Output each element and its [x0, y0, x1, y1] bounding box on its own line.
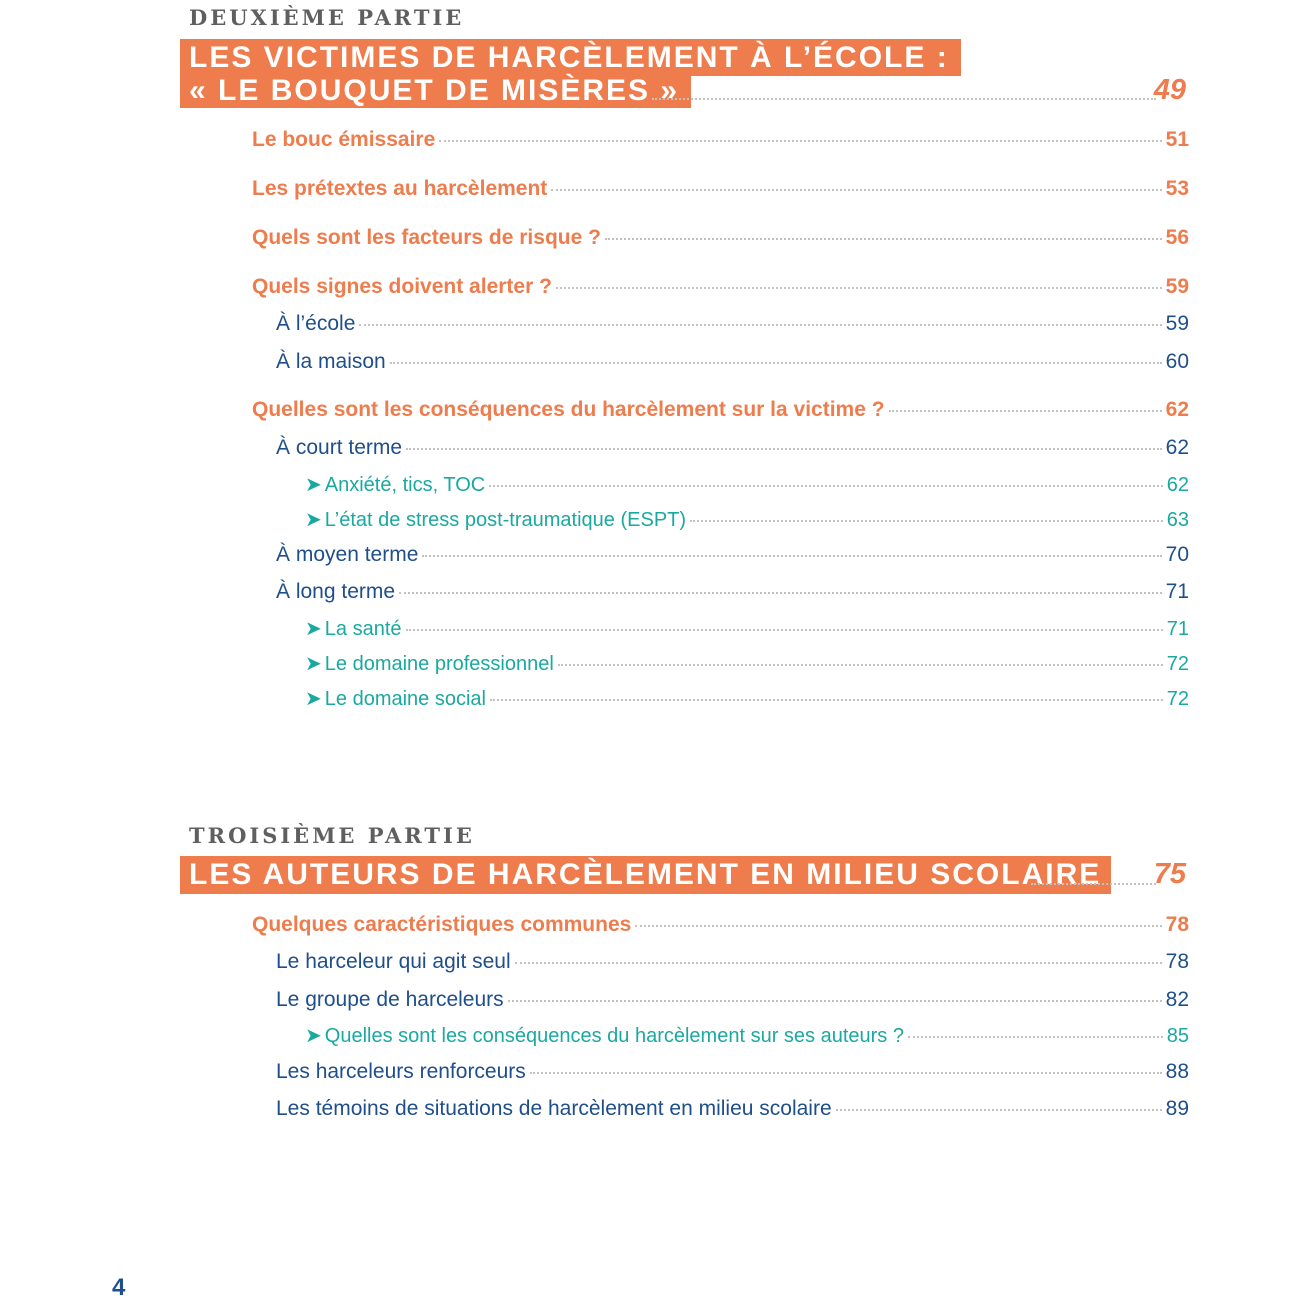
toc-entry-label: Quelles sont les conséquences du harcèlement sur ses auteurs ? [324, 1025, 904, 1047]
toc-entry-title [252, 398, 885, 422]
toc-entry-page: 72 [1166, 653, 1189, 675]
toc-entry-label: Les témoins de situations de harcèlement en milieu scolaire [276, 1097, 832, 1120]
toc-entry-page: 53 [1165, 177, 1189, 200]
toc-entry-page: 78 [1165, 950, 1189, 973]
toc-entry-page: 89 [1165, 1097, 1189, 1120]
toc-entry[interactable] [276, 1060, 1189, 1084]
toc-entry-title [252, 128, 435, 152]
dot-leader [422, 555, 1161, 557]
arrow-bullet-icon: ➤ [305, 509, 322, 531]
toc-entry-label: Anxiété, tics, TOC [324, 474, 486, 496]
arrow-bullet-icon: ➤ [305, 474, 322, 496]
toc-entry-title [305, 507, 686, 532]
part2-page-number[interactable]: 49 [1153, 74, 1186, 106]
part3-title-leader [1031, 883, 1156, 885]
dot-leader [406, 448, 1162, 450]
page-number: 4 [112, 1274, 126, 1301]
toc-entry-page: 62 [1166, 474, 1189, 496]
dot-leader [605, 238, 1162, 240]
toc-entry-label: Le groupe de harceleurs [276, 988, 504, 1011]
toc-entry-page: 71 [1166, 618, 1189, 640]
toc-entry-label: Le harceleur qui agit seul [276, 950, 511, 973]
dot-leader [556, 287, 1162, 289]
toc-entry-title [305, 472, 485, 497]
toc-entry-page: 70 [1165, 543, 1189, 566]
toc-entry-label: À court terme [276, 436, 403, 459]
dot-leader [508, 1000, 1162, 1002]
toc-entry-page: 62 [1165, 436, 1189, 459]
dot-leader [558, 664, 1163, 666]
part3-page-number[interactable]: 75 [1153, 858, 1186, 890]
toc-entry-label: Quels sont les facteurs de risque ? [252, 226, 601, 249]
dot-leader [515, 962, 1162, 964]
toc-entry-label: À l’école [276, 312, 356, 335]
toc-entry-page: 78 [1165, 913, 1189, 936]
toc-entry-label: Le domaine social [324, 688, 486, 710]
dot-leader [551, 189, 1161, 191]
toc-entry-page: 62 [1165, 398, 1189, 421]
toc-entry-title [276, 1060, 526, 1084]
toc-entry-label: L’état de stress post-traumatique (ESPT) [324, 509, 687, 531]
toc-entry[interactable] [252, 128, 1189, 152]
toc-entry[interactable] [305, 616, 1189, 641]
part3-title: LES AUTEURS DE HARCÈLEMENT EN MILIEU SCOLAIRE [180, 856, 1111, 894]
dot-leader [635, 925, 1161, 927]
arrow-bullet-icon: ➤ [305, 688, 322, 710]
dot-leader [836, 1109, 1162, 1111]
toc-entry-label: Le bouc émissaire [252, 128, 436, 151]
toc-entry[interactable] [305, 651, 1189, 676]
toc-entry[interactable] [305, 472, 1189, 497]
dot-leader [439, 140, 1161, 142]
part2-title-leader [652, 98, 1156, 100]
part2-label: DEUXIÈME PARTIE [189, 5, 465, 30]
toc-entry-title [276, 1097, 832, 1121]
toc-entry[interactable] [276, 543, 1189, 567]
dot-leader [908, 1036, 1163, 1038]
dot-leader [530, 1072, 1162, 1074]
toc-entry-page: 59 [1165, 275, 1189, 298]
toc-entry[interactable] [276, 350, 1189, 374]
toc-entry-title [252, 913, 631, 937]
toc-entry[interactable] [252, 275, 1189, 299]
toc-entry-page: 88 [1165, 1060, 1189, 1083]
toc-entry[interactable] [252, 398, 1189, 422]
toc-entry[interactable] [252, 226, 1189, 250]
dot-leader [390, 362, 1162, 364]
arrow-bullet-icon: ➤ [305, 1025, 322, 1047]
toc-entry[interactable] [252, 913, 1189, 937]
toc-entry[interactable] [276, 436, 1189, 460]
toc-entry-title [305, 616, 402, 641]
part3-label: TROISIÈME PARTIE [189, 823, 475, 848]
toc-entry-title [252, 275, 552, 299]
toc-entry[interactable] [276, 580, 1189, 604]
toc-entry[interactable] [276, 950, 1189, 974]
dot-leader [359, 324, 1161, 326]
toc-entry-label: Quels signes doivent alerter ? [252, 275, 552, 298]
toc-entry-title [305, 686, 486, 711]
toc-entry[interactable] [276, 312, 1189, 336]
toc-entry-page: 60 [1165, 350, 1189, 373]
dot-leader [489, 485, 1163, 487]
toc-entry-page: 71 [1165, 580, 1189, 603]
toc-entry-title [252, 177, 547, 201]
dot-leader [406, 629, 1163, 631]
dot-leader [399, 592, 1162, 594]
toc-entry-label: À long terme [276, 580, 396, 603]
toc-entry[interactable] [305, 1023, 1189, 1048]
toc-entry[interactable] [252, 177, 1189, 201]
toc-entry-title [276, 988, 504, 1012]
arrow-bullet-icon: ➤ [305, 653, 322, 675]
toc-entry-label: Le domaine professionnel [324, 653, 554, 675]
toc-entry[interactable] [276, 988, 1189, 1012]
toc-entry-title [276, 543, 418, 567]
toc-entry-title [305, 1023, 904, 1048]
toc-entry-page: 85 [1166, 1025, 1189, 1047]
dot-leader [490, 699, 1163, 701]
toc-entry-title [276, 312, 355, 336]
toc-entry-label: Quelques caractéristiques communes [252, 913, 632, 936]
toc-entry-title [276, 950, 511, 974]
toc-entry-label: Les prétextes au harcèlement [252, 177, 548, 200]
toc-entry-page: 59 [1165, 312, 1189, 335]
toc-entry-page: 56 [1165, 226, 1189, 249]
dot-leader [690, 520, 1163, 522]
toc-entry-page: 72 [1166, 688, 1189, 710]
part2-title-line2: « LE BOUQUET DE MISÈRES » [180, 74, 691, 108]
toc-entry-label: À moyen terme [276, 543, 419, 566]
toc-entry-page: 63 [1166, 509, 1189, 531]
toc-entry-title [276, 580, 395, 604]
toc-entry-page: 82 [1165, 988, 1189, 1011]
toc-entry[interactable] [276, 1097, 1189, 1121]
toc-entry-label: Les harceleurs renforceurs [276, 1060, 526, 1083]
arrow-bullet-icon: ➤ [305, 618, 322, 640]
part2-title-line1: LES VICTIMES DE HARCÈLEMENT À L’ÉCOLE : [180, 39, 961, 76]
toc-entry-title [276, 350, 386, 374]
dot-leader [889, 410, 1162, 412]
toc-entry-title [276, 436, 402, 460]
toc-entry-label: Quelles sont les conséquences du harcèlement sur la victime ? [252, 398, 885, 421]
toc-entry-label: À la maison [276, 350, 386, 373]
toc-entry-page: 51 [1165, 128, 1189, 151]
toc-entry[interactable] [305, 507, 1189, 532]
toc-entry-label: La santé [324, 618, 402, 640]
toc-entry-title [305, 651, 554, 676]
toc-entry-title [252, 226, 601, 250]
toc-entry[interactable] [305, 686, 1189, 711]
